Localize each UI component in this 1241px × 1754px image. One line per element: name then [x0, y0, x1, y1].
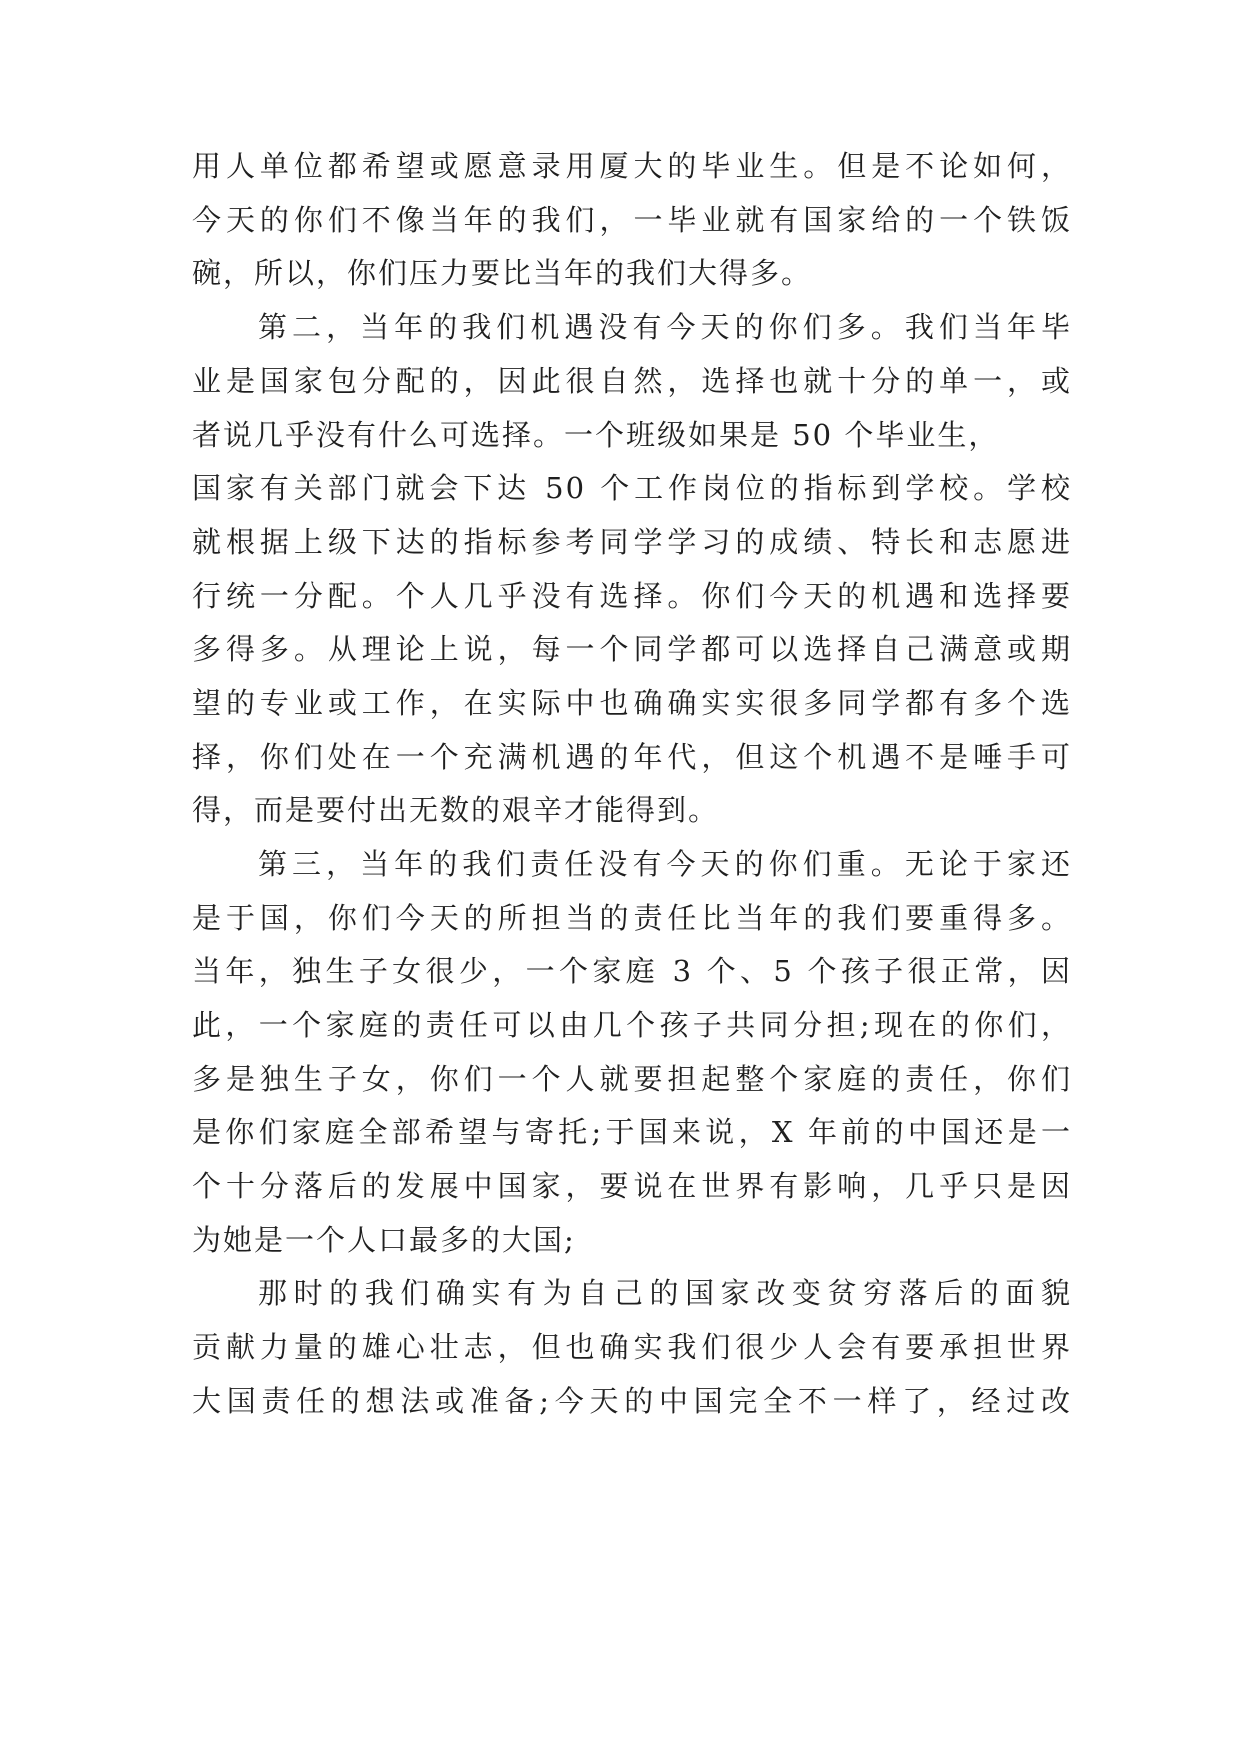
text-line: 行统一分配。个人几乎没有选择。你们今天的机遇和选择要 [192, 579, 1072, 613]
text-line: 为她是一个人口最多的大国; [192, 1223, 576, 1257]
text-line: 择，你们处在一个充满机遇的年代，但这个机遇不是唾手可 [192, 740, 1072, 774]
text-line: 贡献力量的雄心壮志，但也确实我们很少人会有要承担世界 [192, 1330, 1072, 1364]
text-line: 者说几乎没有什么可选择。一个班级如果是 50 个毕业生， [192, 418, 1000, 452]
paragraph-first-line: 第三，当年的我们责任没有今天的你们重。无论于家还 [258, 847, 1072, 881]
text-line: 用人单位都希望或愿意录用厦大的毕业生。但是不论如何， [192, 149, 1072, 183]
text-line: 个十分落后的发展中国家，要说在世界有影响，几乎只是因 [192, 1169, 1072, 1203]
text-line: 今天的你们不像当年的我们，一毕业就有国家给的一个铁饭 [192, 203, 1072, 237]
paragraph-first-line: 第二，当年的我们机遇没有今天的你们多。我们当年毕 [258, 310, 1072, 344]
text-line: 当年，独生子女很少，一个家庭 3 个、5 个孩子很正常，因 [192, 954, 1072, 988]
text-line: 望的专业或工作，在实际中也确确实实很多同学都有多个选 [192, 686, 1072, 720]
text-line: 多得多。从理论上说，每一个同学都可以选择自己满意或期 [192, 632, 1072, 666]
text-line: 得，而是要付出无数的艰辛才能得到。 [192, 793, 720, 827]
paragraph-first-line: 那时的我们确实有为自己的国家改变贫穷落后的面貌 [258, 1276, 1072, 1310]
text-line: 此，一个家庭的责任可以由几个孩子共同分担;现在的你们， [192, 1008, 1072, 1042]
text-line: 国家有关部门就会下达 50 个工作岗位的指标到学校。学校 [192, 471, 1072, 505]
text-line: 碗，所以，你们压力要比当年的我们大得多。 [192, 256, 813, 290]
text-line: 业是国家包分配的，因此很自然，选择也就十分的单一，或 [192, 364, 1072, 398]
text-line: 就根据上级下达的指标参考同学学习的成绩、特长和志愿进 [192, 525, 1072, 559]
text-line: 是你们家庭全部希望与寄托;于国来说，X 年前的中国还是一 [192, 1115, 1072, 1149]
text-line: 是于国，你们今天的所担当的责任比当年的我们要重得多。 [192, 901, 1072, 935]
text-line: 大国责任的想法或准备;今天的中国完全不一样了，经过改 [192, 1384, 1072, 1418]
text-line: 多是独生子女，你们一个人就要担起整个家庭的责任，你们 [192, 1062, 1072, 1096]
